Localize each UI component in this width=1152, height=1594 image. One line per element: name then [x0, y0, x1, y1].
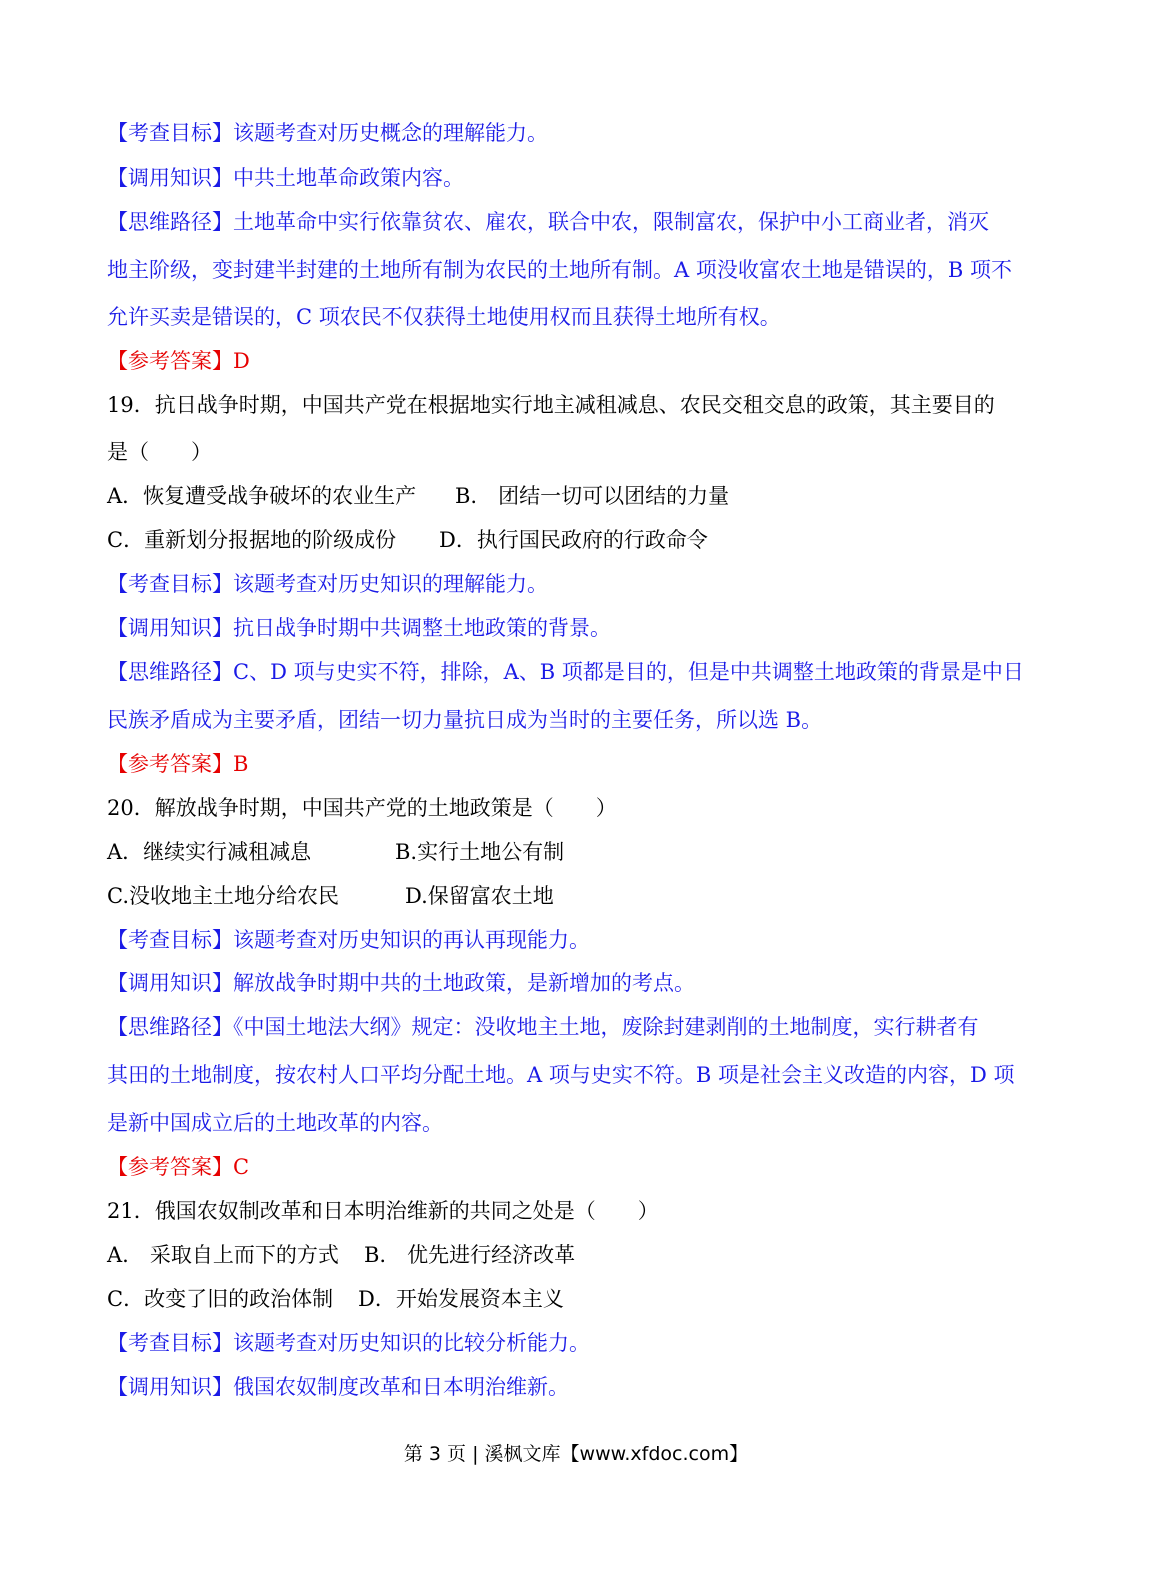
option-c: C．重新划分报据地的阶级成份: [107, 528, 397, 552]
q19-options-cd: [107, 525, 1092, 555]
q18-path: [107, 207, 1092, 237]
knowledge-text: 抗日战争时期中共调整土地政策的背景。: [233, 616, 611, 640]
path-tag: 【思维路径】: [107, 660, 233, 684]
q20-answer: [107, 1152, 1092, 1182]
q20-options-cd: [107, 881, 1092, 911]
knowledge-tag: 【调用知识】: [107, 971, 233, 995]
q20-path: [107, 1012, 1092, 1042]
answer-value: B: [233, 752, 249, 776]
path-text: 《中国土地法大纲》规定：没收地主土地，废除封建剥削的土地制度，实行耕者有: [233, 1015, 979, 1039]
option-d: D．开始发展资本主义: [358, 1287, 564, 1311]
q18-path-line: 允许买卖是错误的，C 项农民不仅获得土地使用权而且获得土地所有权。: [107, 305, 781, 329]
goal-text: 该题考查对历史知识的再认再现能力。: [233, 928, 590, 952]
q19-stem: 是（ ）: [107, 440, 212, 464]
q21-goal: [107, 1328, 1092, 1358]
knowledge-text: 俄国农奴制度改革和日本明治维新。: [233, 1375, 569, 1399]
answer-tag: 【参考答案】: [107, 1155, 233, 1179]
option-a: A．恢复遭受战争破坏的农业生产: [107, 484, 417, 508]
q18-goal: [107, 118, 1092, 148]
option-a: A. 采取自上而下的方式: [107, 1243, 339, 1267]
option-b: B. 优先进行经济改革: [364, 1243, 576, 1267]
goal-tag: 【考查目标】: [107, 572, 233, 596]
q19-answer: [107, 749, 1092, 779]
q18-answer: [107, 346, 1092, 376]
q18-path-line: 地主阶级，变封建半封建的土地所有制为农民的土地所有制。A 项没收富农土地是错误的，B 项不: [107, 258, 1012, 282]
knowledge-text: 中共土地革命政策内容。: [233, 166, 464, 190]
q20-stem: 20．解放战争时期，中国共产党的土地政策是（ ）: [107, 796, 617, 820]
q21-options-ab: [107, 1240, 1092, 1270]
option-a: A．继续实行减租减息: [107, 840, 312, 864]
path-tag: 【思维路径】: [107, 210, 233, 234]
goal-text: 该题考查对历史知识的比较分析能力。: [233, 1331, 590, 1355]
q18-knowledge: [107, 163, 1092, 193]
goal-tag: 【考查目标】: [107, 928, 233, 952]
option-b: B.实行土地公有制: [395, 840, 565, 864]
goal-text: 该题考查对历史知识的理解能力。: [233, 572, 548, 596]
option-d: D.保留富农土地: [405, 884, 554, 908]
knowledge-text: 解放战争时期中共的土地政策，是新增加的考点。: [233, 971, 695, 995]
goal-text: 该题考查对历史概念的理解能力。: [233, 121, 548, 145]
q21-stem: 21．俄国农奴制改革和日本明治维新的共同之处是（ ）: [107, 1199, 659, 1223]
knowledge-tag: 【调用知识】: [107, 166, 233, 190]
goal-tag: 【考查目标】: [107, 1331, 233, 1355]
answer-tag: 【参考答案】: [107, 752, 233, 776]
q21-knowledge: [107, 1372, 1092, 1402]
q19-options-ab: [107, 481, 1092, 511]
path-tag: 【思维路径】: [107, 1015, 233, 1039]
q20-path-line: 是新中国成立后的土地改革的内容。: [107, 1111, 443, 1135]
option-c: C．改变了旧的政治体制: [107, 1287, 334, 1311]
knowledge-tag: 【调用知识】: [107, 1375, 233, 1399]
q20-knowledge: [107, 968, 1092, 998]
path-text: 土地革命中实行依靠贫农、雇农，联合中农，限制富农，保护中小工商业者，消灭: [233, 210, 989, 234]
q19-stem: 19．抗日战争时期，中国共产党在根据地实行地主减租减息、农民交租交息的政策，其主要目的: [107, 393, 995, 417]
path-text: C、D 项与史实不符，排除，A、B 项都是目的，但是中共调整土地政策的背景是中日: [233, 660, 1024, 684]
q19-goal: [107, 569, 1092, 599]
answer-value: C: [233, 1155, 250, 1179]
page-footer: 第 3 页 | 溪枫文库【www.xfdoc.com】: [403, 1443, 749, 1465]
knowledge-tag: 【调用知识】: [107, 616, 233, 640]
option-d: D．执行国民政府的行政命令: [439, 528, 708, 552]
answer-tag: 【参考答案】: [107, 349, 233, 373]
q19-knowledge: [107, 613, 1092, 643]
option-b: B. 团结一切可以团结的力量: [455, 484, 730, 508]
q20-path-line: 其田的土地制度，按农村人口平均分配土地。A 项与史实不符。B 项是社会主义改造的内容，D 项: [107, 1063, 1015, 1087]
option-c: C.没收地主土地分给农民: [107, 884, 339, 908]
q21-options-cd: [107, 1284, 1092, 1314]
q19-path-line: 民族矛盾成为主要矛盾，团结一切力量抗日成为当时的主要任务，所以选 B。: [107, 708, 823, 732]
q20-goal: [107, 925, 1092, 955]
answer-value: D: [233, 349, 250, 373]
q19-path: [107, 657, 1092, 687]
q20-options-ab: [107, 837, 1092, 867]
goal-tag: 【考查目标】: [107, 121, 233, 145]
